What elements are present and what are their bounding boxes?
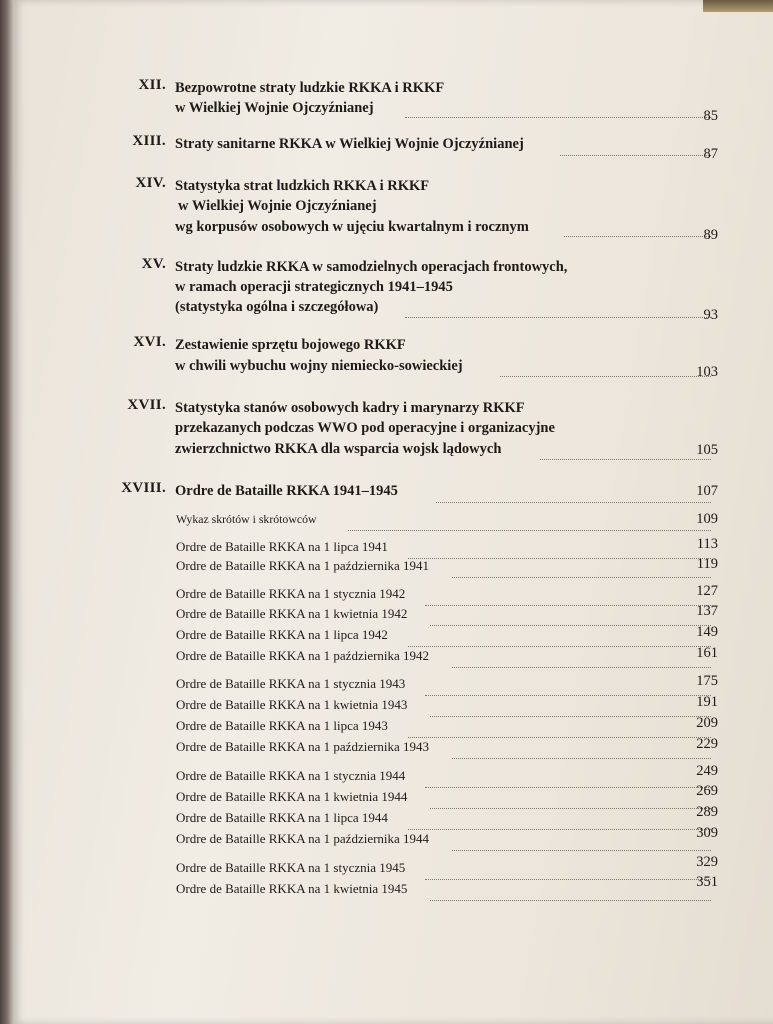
chapter-number: XIII. [132,133,166,149]
page-number: 229 [696,736,718,752]
chapter-title-line: Ordre de Bataille RKKA 1941–1945 [175,483,398,499]
subentry-title: Ordre de Bataille RKKA na 1 stycznia 1942 [176,586,406,601]
subentry-title: Ordre de Bataille RKKA na 1 kwietnia 1943 [176,697,408,712]
dot-leader [408,715,711,738]
page-number: 269 [696,783,718,799]
page-number: 329 [696,854,718,870]
chapter-title-line: Statystyka strat ludzkich RKKA i RKKF [175,178,430,194]
dot-leader [452,645,711,668]
chapter-number: XVII. [127,397,166,413]
chapter-title-line: w ramach operacji strategicznych 1941–1945 [175,279,453,295]
page-number: 89 [703,227,718,243]
page-number: 107 [696,483,718,499]
page-number: 103 [696,364,718,380]
dot-leader [452,555,711,578]
subentry-title: Ordre de Bataille RKKA na 1 października 1941 [176,558,430,573]
subentry-title: Ordre de Bataille RKKA na 1 lipca 1942 [176,627,388,642]
chapter-number: XV. [141,256,166,272]
dot-leader [436,480,711,503]
dot-leader [500,354,711,377]
dot-leader [430,878,711,901]
dot-leader [452,828,711,851]
dot-leader [425,765,711,788]
chapter-title-line: Straty ludzkie RKKA w samodzielnych operacjach frontowych, [175,259,568,275]
page-number: 109 [696,511,718,527]
page-number: 161 [696,645,718,661]
dot-leader [430,603,711,626]
dot-leader [405,95,711,118]
subentry-title: Wykaz skrótów i skrótowców [176,512,317,526]
dot-leader [348,508,711,531]
subentry-title: Ordre de Bataille RKKA na 1 kwietnia 1942 [176,606,408,621]
page-number: 289 [696,804,718,820]
dot-leader [564,214,711,237]
subentry-title: Ordre de Bataille RKKA na 1 stycznia 1945 [176,860,406,875]
page-number: 127 [696,583,718,599]
subentry-title: Ordre de Bataille RKKA na 1 lipca 1941 [176,539,388,554]
page-number: 309 [696,825,718,841]
subentry-title: Ordre de Bataille RKKA na 1 lipca 1944 [176,810,388,825]
chapter-number: XII. [138,77,166,93]
dot-leader [430,786,711,809]
chapter-title-line: w Wielkiej Wojnie Ojczyźnianej [178,198,377,214]
chapter-title-line: w Wielkiej Wojnie Ojczyźnianej [175,100,374,116]
chapter-title-line: zwierzchnictwo RKKA dla wsparcia wojsk lądowych [175,441,502,457]
page-number: 175 [696,673,718,689]
dot-leader [560,133,711,156]
page-number: 87 [703,146,718,162]
page-number: 105 [696,442,718,458]
page-number: 351 [696,874,718,890]
page-number: 209 [696,715,718,731]
subentry-title: Ordre de Bataille RKKA na 1 października 1943 [176,739,430,754]
chapter-title-line: Statystyka stanów osobowych kadry i marynarzy RKKF [175,400,525,416]
dot-leader [408,624,711,647]
subentry-title: Ordre de Bataille RKKA na 1 lipca 1943 [176,718,388,733]
subentry-title: Ordre de Bataille RKKA na 1 stycznia 1944 [176,768,406,783]
page-number: 249 [696,763,718,779]
subentry-title: Ordre de Bataille RKKA na 1 stycznia 1943 [176,676,406,691]
page-number: 149 [696,624,718,640]
chapter-title-line: w chwili wybuchu wojny niemiecko-sowieckiej [175,358,463,374]
dot-leader [405,295,711,318]
page-number: 119 [696,556,718,572]
subentry-title: Ordre de Bataille RKKA na 1 kwietnia 1944 [176,789,408,804]
dot-leader [430,694,711,717]
dot-leader [452,736,711,759]
dot-leader [540,437,711,460]
page-number: 137 [696,603,718,619]
chapter-title-line: wg korpusów osobowych w ujęciu kwartalnym i rocznym [175,219,529,235]
dot-leader [425,673,711,696]
subentry-title: Ordre de Bataille RKKA na 1 października 1944 [176,831,430,846]
chapter-title-line: (statystyka ogólna i szczegółowa) [175,299,379,315]
subentry-title: Ordre de Bataille RKKA na 1 października 1942 [176,648,430,663]
dot-leader [425,857,711,880]
chapter-title-line: Straty sanitarne RKKA w Wielkiej Wojnie Ojczyźnianej [175,136,524,152]
chapter-title-line: Bezpowrotne straty ludzkie RKKA i RKKF [175,80,445,96]
chapter-number: XIV. [135,175,166,191]
page-number: 191 [696,694,718,710]
subentry-title: Ordre de Bataille RKKA na 1 kwietnia 1945 [176,881,408,896]
page-number: 85 [703,108,718,124]
chapter-number: XVIII. [121,480,166,496]
page-number: 113 [696,536,718,552]
chapter-number: XVI. [133,334,166,350]
page-number: 93 [703,307,718,323]
dot-leader [408,807,711,830]
chapter-title-line: Zestawienie sprzętu bojowego RKKF [175,337,406,353]
chapter-title-line: przekazanych podczas WWO pod operacyjne i organizacyjne [175,420,555,436]
